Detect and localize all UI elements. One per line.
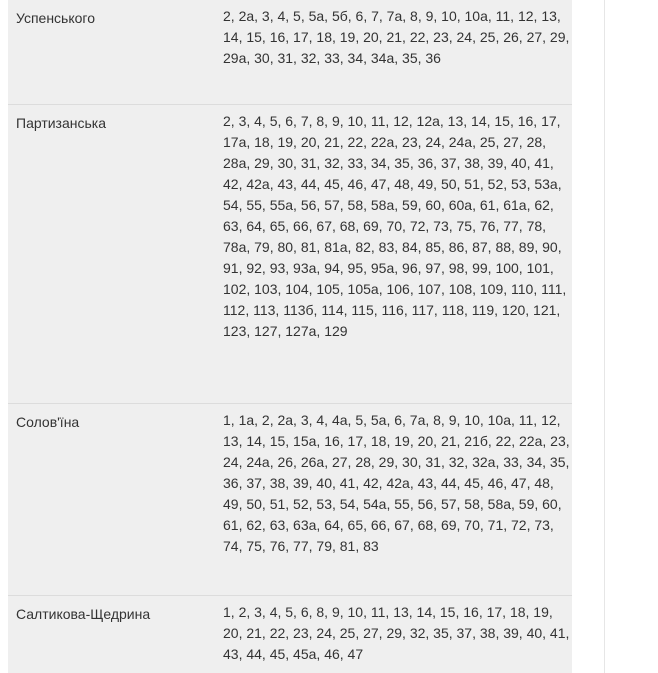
street-name-cell: Салтикова-Щедрина — [16, 606, 151, 622]
house-numbers-cell: 1, 2, 3, 4, 5, 6, 8, 9, 10, 11, 13, 14, 15, 16, 17, 18, 19, 20, 21, 22, 23, 24, 25, 27, 29, 32, 35, 37, 38, 39, 40, 41, 43, 44, 45, 45а, 46, 47 — [223, 604, 570, 662]
house-numbers-cell: 2, 3, 4, 5, 6, 7, 8, 9, 10, 11, 12, 12а, 13, 14, 15, 16, 17, 17а, 18, 19, 20, 21, 22, 22а, 23, 24, 24а, 25, 27, 28, 28а, 29, 30, 31, 32, 33, 34, 35, 36, 37, 38, 39, 40, 41, 42, 42а, 43, 44, 45, 46, 47, 48, 49, 50, 51, 52, 53, 53а, 54, 55, 55а, 56, 57, 58, 58а, 59, 60, 60а, 61, 61а, 62, 63, 64, 65, 66, 67, 68, 69, 70, 72, 73, 75, 76, 77, 78, 78а, 79, 80, 81, 81а, 82, 83, 84, 85, 86, 87, 88, 89, 90, 91, 92, 93, 93а, 94, 95, 95а, 96, 97, 98, 99, 100, 101, 102, 103, 104, 105, 105а, 106, 107, 108, 109, 110, 111, 112, 113, 113б, 114, 115, 116, 117, 118, 119, 120, 121, 123, 127, 127а, 129 — [223, 113, 567, 339]
house-numbers-cell: 1, 1а, 2, 2а, 3, 4, 4а, 5, 5а, 6, 7а, 8, 9, 10, 10а, 11, 12, 13, 14, 15, 15а, 16, 17, 18, 19, 20, 21, 21б, 22, 22а, 23, 24, 24а, 26, 26а, 27, 28, 29, 30, 31, 32, 32а, 33, 34, 35, 36, 37, 38, 39, 40, 41, 42, 42а, 43, 44, 45, 46, 47, 48, 49, 50, 51, 52, 53, 54, 54а, 55, 56, 57, 58, 58а, 59, 60, 61, 62, 63, 63а, 64, 65, 66, 67, 68, 69, 70, 71, 72, 73, 74, 75, 76, 77, 79, 81, 83 — [223, 412, 570, 554]
table-row — [8, 404, 572, 596]
street-name-cell: Партизанська — [16, 115, 107, 131]
table-row — [8, 105, 572, 404]
street-houses-table — [8, 0, 572, 673]
table-row — [8, 596, 572, 673]
street-name-cell: Успенського — [16, 10, 96, 26]
table-row — [8, 0, 572, 105]
sidebar-divider — [604, 0, 605, 673]
house-numbers-cell: 2, 2а, 3, 4, 5, 5а, 5б, 6, 7, 7а, 8, 9, 10, 10а, 11, 12, 13, 14, 15, 16, 17, 18, 19, 20, 21, 22, 23, 24, 25, 26, 27, 29, 29а, 30, 31, 32, 33, 34, 34а, 35, 36 — [223, 8, 570, 66]
street-name-cell: Солов'їна — [16, 414, 80, 430]
